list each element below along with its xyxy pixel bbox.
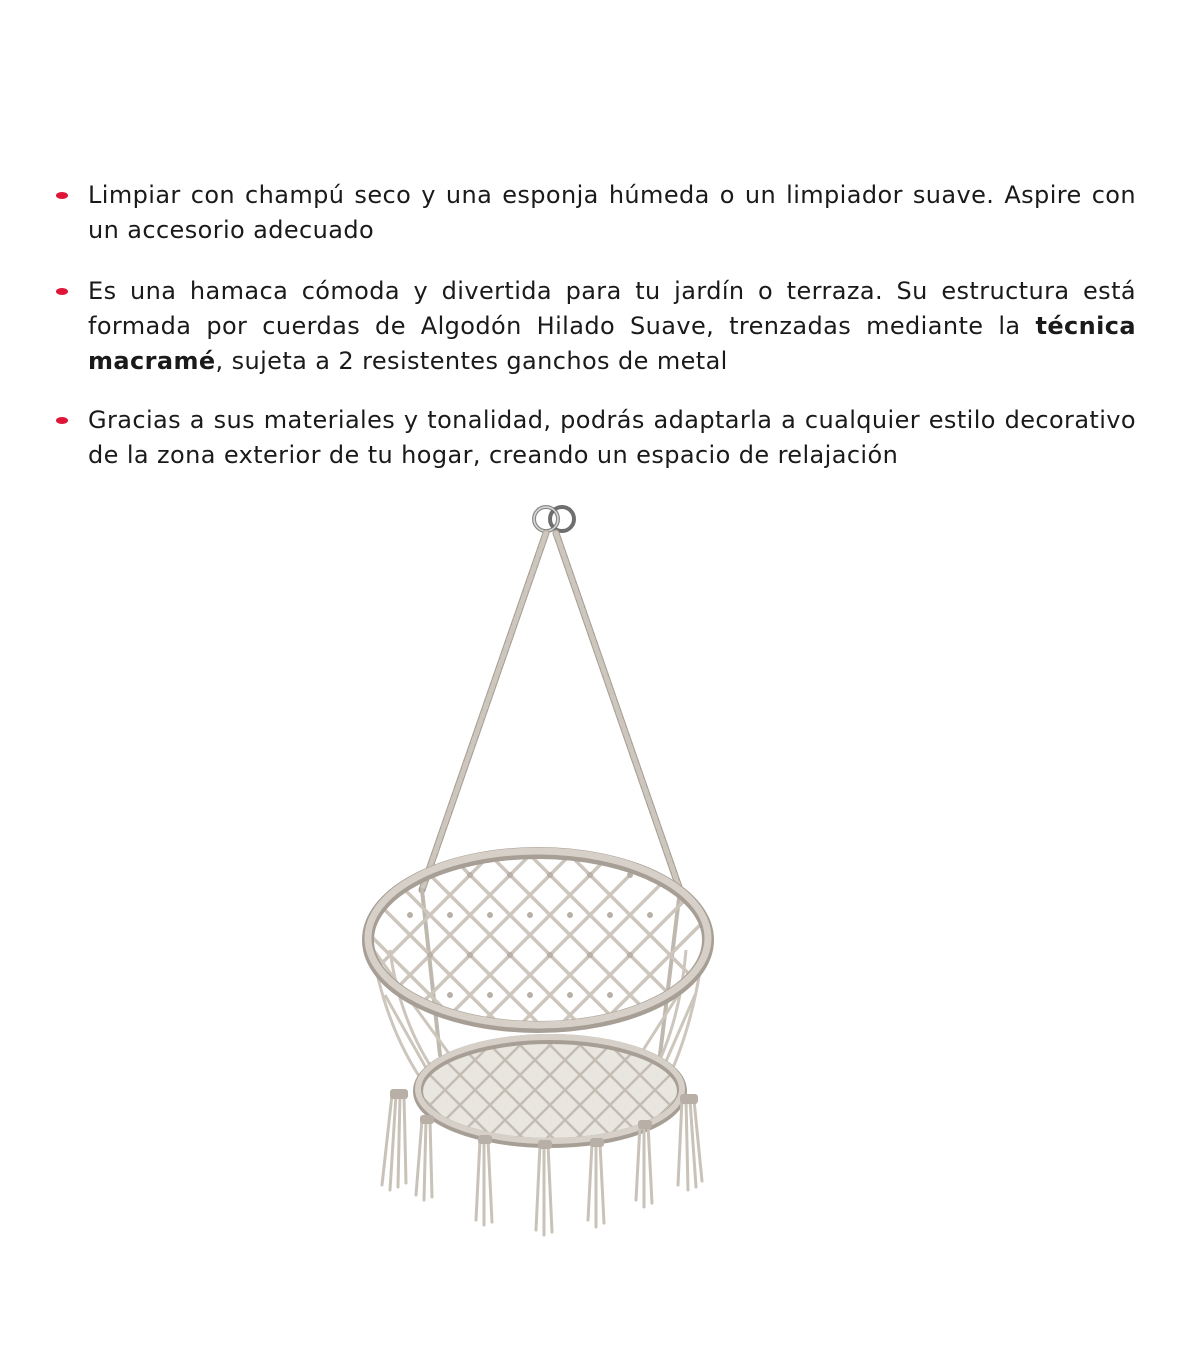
- bullet-icon: [56, 417, 68, 424]
- hanging-rope-icon: [422, 533, 680, 1055]
- feature-list: [56, 178, 1136, 499]
- feature-item-cleaning: [56, 178, 1136, 248]
- bullet-icon: [56, 192, 68, 199]
- feature-text: Limpiar con champú seco y una esponja húmeda o un limpiador suave. Aspire con un accesorio adecuado: [88, 181, 1136, 244]
- product-image: [330, 495, 770, 1255]
- feature-text: Gracias a sus materiales y tonalidad, podrás adaptarla a cualquier estilo decorativo de la zona exterior de tu hogar, creando un espacio de relajación: [88, 406, 1136, 469]
- feature-item-structure: [56, 274, 1136, 379]
- feature-text-before: Es una hamaca cómoda y divertida para tu jardín o terraza. Su estructura está formada por cuerdas de Algodón Hilado Suave, trenzadas mediante la: [88, 277, 1136, 340]
- hanging-macrame-chair-icon: [330, 495, 770, 1255]
- feature-item-style: [56, 403, 1136, 473]
- bullet-icon: [56, 288, 68, 295]
- hanging-ring-icon: [534, 507, 574, 531]
- feature-text-bold: técnica macramé: [88, 312, 1136, 375]
- feature-text-after: , sujeta a 2 resistentes ganchos de metal: [215, 347, 728, 375]
